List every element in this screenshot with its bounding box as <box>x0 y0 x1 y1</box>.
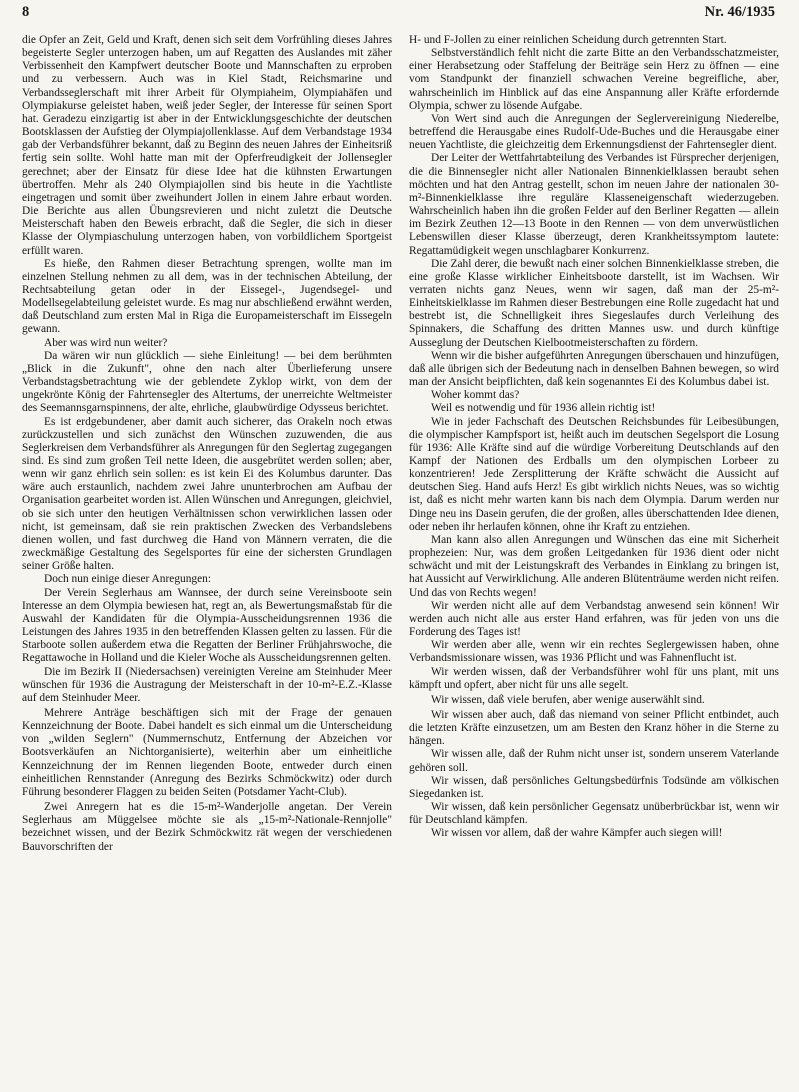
paragraph: Zwei Anregern hat es die 15-m²-Wanderjolle angetan. Der Verein Seglerhaus am Müggelsee möchte sie als „15-m²-Nationale-Rennjolle" bezeichnet wissen, und der Bezirk Schmöckwitz rät wegen der verschiedenen Bauvorschriften der <box>22 801 392 853</box>
paragraph: Doch nun einige dieser Anregungen: <box>44 573 212 586</box>
paragraph: Mehrere Anträge beschäftigen sich mit der Frage der genauen Kennzeichnung der Boote. Dabei handelt es sich einmal um die Unterscheidung von „wilden Seglern" (Nummernschutz, Entfernung der Abzeichen vor Bootsverkäufen an Nichtorganisierte), weiterhin aber um einheitliche Kennzeichnung der im Rennen liegenden Boote, entweder durch einen einheitlichen Rennstander (Anregung des Bezirks Schmöckwitz) oder durch Führung besonderer Flaggen zu beiden Seiten (Potsdamer Yacht-Club). <box>22 706 392 798</box>
page-header <box>22 4 775 28</box>
paragraph: Wenn wir die bisher aufgeführten Anregungen überschauen und hinzufügen, daß alle übrigen sich der Bedeutung nach in denselben Bahnen bewegen, so wird man der Ansicht beipflichten, daß kein sogenanntes Ei des Kolumbus dabei ist. <box>409 349 779 389</box>
paragraph: die Opfer an Zeit, Geld und Kraft, denen sich seit dem Vorfrühling dieses Jahres begeisterte Segler unterzogen haben, um auf Regatten des Auslandes mit zäher Verbissenheit den Kampfwert deutscher Boote und Mannschaften zu erproben und zu verbessern. Auch was in Kiel Stadt, Reichsmarine und Verbandsseglerschaft mit ihrer Arbeit für Olympiaheim, Olympiahäfen und Olympiakurse geleistet haben, weiß jeder Segler, der Interesse für seinen Sport hat. Geradezu einzigartig ist aber in der Entwicklungsgeschichte der deutschen Bootsklassen der Aufstieg der Olympiajollenklasse. Auf dem Verbandstage 1934 gab der Verbandsführer bekannt, daß zu Beginn des neuen Jahres der Einheitsriß fertig sein sollte. Wohl hatte man mit der Opferfreudigkeit der Jollensegler gerechnet; aber der Einsatz für diese Idee hat die kühnsten Erwartungen übertroffen. Mehr als 240 Olympiajollen sind bis heute in die Yachtliste eingetragen und somit über zweihundert Jollen in einem Jahre erbaut worden. Die Berichte aus allen Übungsrevieren und nicht zuletzt die Deutsche Meisterschaft haben den Beweis erbracht, daß die Segler, die sich in dieser Klasse der Olympiaschulung unterzogen haben, von vorbildlichem Sportgeist erfüllt waren. <box>22 34 392 257</box>
paragraph: Selbstverständlich fehlt nicht die zarte Bitte an den Verbandsschatzmeister, einer Herabsetzung oder Staffelung der Beiträge sein Herz zu öffnen — eine vom Standpunkt der finanziell schwachen Vereine begreifliche, aber, wahrscheinlich im Hinblick auf das eine Anspannung aller Kräfte erfordernde Olympia, schwer zu lösende Aufgabe. <box>409 47 779 112</box>
paragraph: Wir werden nicht alle auf dem Verbandstag anwesend sein können! Wir werden auch nicht alle aus erster Hand erfahren, was für jeden von uns die Forderung des Tages ist! <box>409 599 779 639</box>
paragraph: Die im Bezirk II (Niedersachsen) vereinigten Vereine am Steinhuder Meer wünschen für 1936 die Austragung der Meisterschaft in der 10-m²-E.Z.-Klasse auf dem Steinhuder Meer. <box>22 665 392 704</box>
issue-number: Nr. 46/1935 <box>704 4 775 20</box>
paragraph: Die Zahl derer, die bewußt nach einer solchen Binnenkielklasse streben, die eine große Klasse wirklicher Einheitsboote darstellt, ist im Wachsen. Wir verraten nichts ganz Neues, wenn wir sagen, daß man der 25-m²-Einheitskielklasse im Rahmen dieser Bestrebungen eine Rolle zugedacht hat und bestrebt ist, die Schnelligkeit ihres Siegeslaufes durch Verleihung des Spinnakers, die Schaffung des dritten Mannes usw. und durch künftige Ausseglung der Deutschen Kielbootmeisterschaften zu fördern. <box>409 257 779 349</box>
paragraph: Aber was wird nun weiter? <box>44 336 168 349</box>
paragraph: Der Verein Seglerhaus am Wannsee, der durch seine Vereinsboote sein Interesse an dem Olympia bewiesen hat, regt an, als Bewertungsmaßstab für die Auswahl der Kandidaten für die Olympia-Ausscheidungsrennen 1936 die Leistungen des Jahres 1935 in den betreffenden Klassen gelten zu lassen. Für die Starboote sollen außerdem etwa die Regatten der Berliner Frühjahrswoche, die Regattawoche in Holland und die Kieler Woche als Ausscheidungsrennen gelten. <box>22 586 392 665</box>
paragraph: Wir wissen vor allem, daß der wahre Kämpfer auch siegen will! <box>431 827 723 840</box>
paragraph: Wir werden wissen, daß der Verbandsführer wohl für uns plant, mit uns kämpft und opfert, aber nicht für uns alle segelt. <box>409 665 779 691</box>
left-column <box>22 34 392 1086</box>
paragraph: Wir wissen, daß viele berufen, aber wenige auserwählt sind. <box>431 693 705 706</box>
paragraph: Wir werden aber alle, wenn wir ein rechtes Seglergewissen haben, ohne Verbandsmissionare wissen, was 1936 Pflicht und was Fahnenflucht ist. <box>409 639 779 665</box>
paragraph: H- und F-Jollen zu einer reinlichen Scheidung durch getrennten Start. <box>409 34 727 46</box>
paragraph: Es hieße, den Rahmen dieser Betrachtung sprengen, wollte man im einzelnen Stellung nehmen zu all dem, was in der technischen Abteilung, der Rechtsabteilung getan oder in der Eissegel-, Jugendsegel- und Modellsegelabteilung geleistet wurde. Es mag nur abschließend erwähnt werden, daß Deutschland zum ersten Mal in Riga die Europameisterschaft im Eissegeln gewann. <box>22 257 392 336</box>
paragraph: Von Wert sind auch die Anregungen der Seglervereinigung Niederelbe, betreffend die Herausgabe eines Rudolf-Ude-Buches und die Herausgabe einer neuen Yachtliste, die gleichzeitig dem Erkennungsdienst der Fahrtensegler dient. <box>409 112 779 152</box>
paragraph: Da wären wir nun glücklich — siehe Einleitung! — bei dem berühmten „Blick in die Zukunft", ohne den nach alter Überlieferung unsere Verbandstagsbetrachtung wie der geblendete Zyklop wirkt, von dem der ungekrönte König der Fahrtensegler des Altertums, der unerreichte Weltmeister des Seemannsgarnspinnens, der alte, ehrliche, glaubwürdige Odysseus berichtet. <box>22 349 392 415</box>
right-column <box>409 34 779 1086</box>
paragraph: Wir wissen, daß persönliches Geltungsbedürfnis Todsünde am völkischen Siegedanken ist. <box>409 774 779 800</box>
paragraph: Wie in jeder Fachschaft des Deutschen Reichsbundes für Leibesübungen, die olympischer Kampfsport ist, heißt auch im deutschen Segelsport die Losung für 1936: Alle Kräfte sind auf die würdige Vorbereitung Deutschlands auf den Kampf der Nationen des Erdballs um den olympischen Lorbeer zu konzentrieren! Jede Zersplitterung der Kräfte schwächt die Aussicht auf deutschen Sieg. Hand aufs Herz! Es gibt wirklich nichts Neues, was so wichtig ist, daß es nicht mehr warten kann bis nach dem Olympia. Darum werden nur Dinge neu ins Dasein gerufen, die der großen, alles überschattenden Idee dienen, oder neben ihr herlaufen können, ohne ihr Kraft zu entziehen. <box>409 415 779 533</box>
paragraph: Wir wissen, daß kein persönlicher Gegensatz unüberbrückbar ist, wenn wir für Deutschland kämpfen. <box>409 801 779 827</box>
paragraph: Woher kommt das? <box>431 389 520 402</box>
paragraph: Wir wissen aber auch, daß das niemand von seiner Pflicht entbindet, auch die letzten Kräfte einzusetzen, um am Besten den Kranz höher in die Sterne zu hängen. <box>409 708 779 748</box>
paragraph: Man kann also allen Anregungen und Wünschen das eine mit Sicherheit prophezeien: Nur, was dem großen Leitgedanken für 1936 dient oder nicht schwächt und mit der Leistungskraft des Verbandes in Einklang zu bringen ist, hat Aussicht auf Verwirklichung. Alle anderen Blütenträume werden nicht reifen. Und das von Rechts wegen! <box>409 533 779 599</box>
paragraph: Weil es notwendig und für 1936 allein richtig ist! <box>431 402 656 415</box>
page-number: 8 <box>22 4 30 20</box>
paragraph: Es ist erdgebundener, aber damit auch sicherer, das Orakeln noch etwas zurückzustellen und sich zunächst den Wünschen zuzuwenden, die aus Seglerkreisen dem Verbandsführer als Anregungen für den Seglertag zugegangen sind. Es sind zum großen Teil nette Ideen, die ausgebrütet werden sollen; aber, wenn wir ganz ehrlich sein sollen: es ist kein Ei des Kolumbus darunter. Das wäre auch erstaunlich, nachdem zwei Jahre ununterbrochen am Aufbau der Organisation gearbeitet worden ist. Allen Wünschen und Anregungen, gleichviel, ob sie sich unter den heutigen Verhältnissen schon verwirklichen lassen oder nicht, ist gemeinsam, daß sie rein praktischen Zwecken des Verbandslebens dienen wollen, und fast durchweg die Hand von Männern verraten, die die zweckmäßige Gestaltung des Segelsportes für eine der sichersten Grundlagen seiner Größe halten. <box>22 415 392 573</box>
paragraph: Der Leiter der Wettfahrtabteilung des Verbandes ist Fürsprecher derjenigen, die die Binnensegler nicht aller Nationalen Binnenkielklassen beraubt sehen möchten und hat den Antrag gestellt, schon im neuen Jahre der nationalen 30-m²-Binnenkielklasse ihre reguläre Klasseneigenschaft wiederzugeben. Wahrscheinlich haben ihn die großen Felder auf den Berliner Regatten — allein im Bezirk Zeuthen 12—13 Boote in den Rennen — von dem unverwüstlichen Lebenswillen dieser Klasse überzeugt, deren Krankheitssymptom lautete: Regattamüdigkeit wegen unschlagbarer Konkurrenz. <box>409 152 779 257</box>
paragraph: Wir wissen alle, daß der Ruhm nicht unser ist, sondern unserem Vaterlande gehören soll. <box>409 748 779 774</box>
